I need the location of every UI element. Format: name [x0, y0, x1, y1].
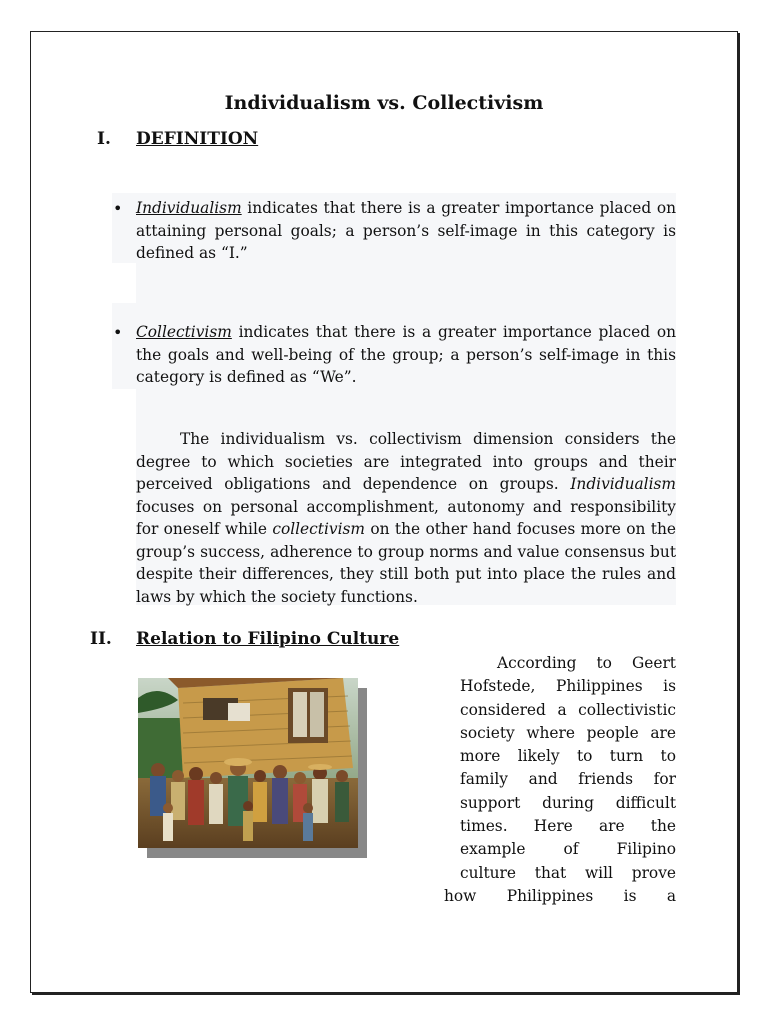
filipino-culture-paragraph	[444, 652, 676, 908]
side-line-4: society where people are	[460, 723, 676, 742]
shade-block-2	[136, 263, 676, 303]
side-line-6: family and friends for	[460, 770, 676, 789]
term-individualism: Individualism	[136, 199, 242, 217]
bullet-1-body: indicates that there is a greater importance placed on attaining personal goals; a person’s self-image in this category is defined as “I.”	[136, 199, 676, 262]
section-2-number: II.	[90, 629, 112, 649]
section-1-number: I.	[97, 129, 111, 149]
term-collectivism: Collectivism	[136, 323, 232, 341]
side-line-7: support during difficult	[460, 793, 676, 812]
side-line-2: Hofstede, Philippines is	[460, 677, 676, 696]
side-line-9: example of Filipino	[460, 840, 676, 859]
section-1-heading: DEFINITION	[136, 129, 259, 149]
filipino-painting-image	[138, 678, 358, 848]
side-line-10: culture that will prove	[460, 863, 676, 882]
bullet-2-marker: •	[113, 323, 123, 342]
bullet-2-text	[136, 321, 676, 389]
side-line-3: considered a collectivistic	[460, 700, 676, 719]
side-line-5: more likely to turn to	[460, 747, 676, 766]
side-line-8: times. Here are the	[460, 817, 676, 836]
dimension-paragraph	[136, 428, 676, 608]
paragraph-part-2: focuses on personal accomplishment, autonomy and responsibility for oneself while	[136, 497, 676, 538]
paragraph-italic-individualism: Individualism	[570, 475, 676, 493]
side-line-1: According to Geert	[497, 654, 676, 672]
paragraph-italic-collectivism: collectivism	[272, 520, 366, 538]
paragraph-part-1: The individualism vs. collectivism dimension considers the degree to which societies are integrated into groups and their perceived obligations and dependence on groups.	[136, 430, 676, 493]
bullet-2-body: indicates that there is a greater importance placed on the goals and well-being of the group; a person’s self-image in this category is defined as “We”.	[136, 323, 676, 386]
bullet-1-text	[136, 197, 676, 265]
document-title: Individualism vs. Collectivism	[224, 92, 544, 114]
bullet-1-marker: •	[113, 199, 123, 218]
section-2-heading: Relation to Filipino Culture	[136, 629, 400, 649]
paragraph-part-3: on the other hand focuses more on the group’s success, adherence to group norms and value consensus but despite their differences, they still both put into place the rules and laws by which the society functions.	[136, 520, 676, 606]
side-line-11: how Philippines is a	[444, 886, 676, 905]
